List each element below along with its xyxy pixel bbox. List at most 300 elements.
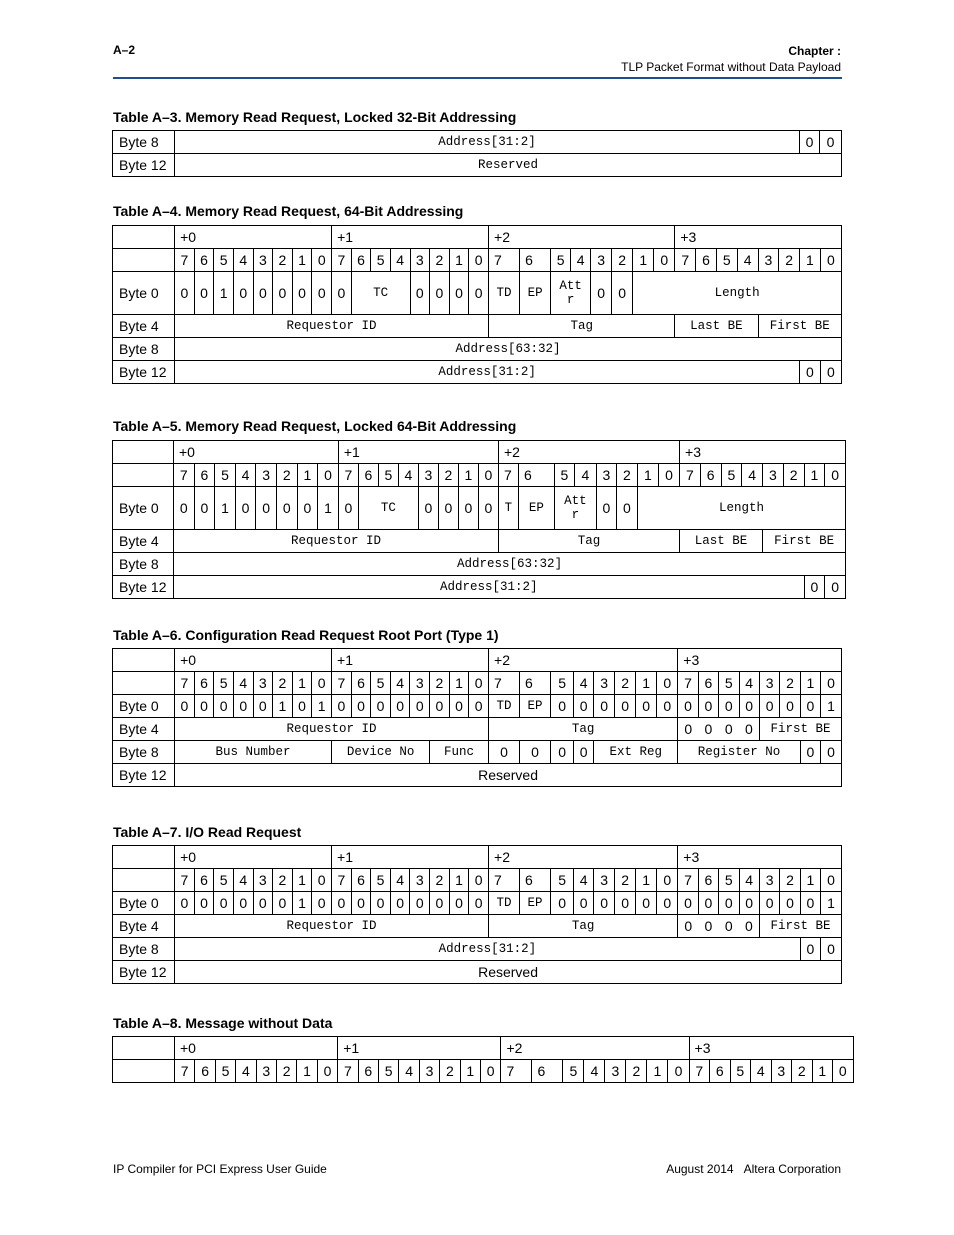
bit-header: 4 — [399, 1060, 419, 1083]
bit-header: 4 — [390, 249, 410, 272]
table-a3-caption: Table A–3. Memory Read Request, Locked 32-Bit Addressing — [113, 109, 517, 125]
bit-cell: 0 — [233, 892, 253, 915]
bit-cell: 0 — [719, 695, 739, 718]
bit-cell: 0 — [332, 272, 352, 315]
bit-header: 1 — [297, 1060, 317, 1083]
bit-header-row — [113, 869, 842, 892]
bit-cell: 0 — [657, 695, 678, 718]
byte-offset-0: +0 — [175, 226, 332, 249]
bit-header: 3 — [594, 869, 615, 892]
bit-header: 2 — [276, 1060, 296, 1083]
bit-header: 7 — [332, 869, 352, 892]
tag-field: Tag — [489, 915, 678, 938]
tag-field: Tag — [489, 315, 675, 338]
bit-header: 0 — [821, 869, 842, 892]
bit-header: 6 — [194, 869, 214, 892]
bit-header: 1 — [812, 1060, 833, 1083]
bit-cell: 0 — [469, 892, 489, 915]
byte-offset-3: +3 — [680, 441, 846, 464]
table-row — [113, 846, 842, 869]
bit-cell: 0 — [551, 695, 574, 718]
bit-header: 6 — [520, 249, 551, 272]
bit-header: 5 — [554, 464, 574, 487]
bit-header: 0 — [821, 672, 842, 695]
bit-header: 2 — [276, 464, 297, 487]
bit-cell: 0 — [574, 741, 594, 764]
bit-header: 6 — [698, 672, 718, 695]
last-be-field: Last BE — [680, 530, 763, 553]
bit-cell: 0 — [430, 695, 450, 718]
bit-header: 6 — [700, 464, 721, 487]
bit-header: 6 — [351, 672, 371, 695]
bit-header: 3 — [410, 869, 430, 892]
bit-cell: 0 — [351, 695, 371, 718]
table-row — [113, 487, 846, 530]
table-row — [113, 649, 842, 672]
bit-cell: 0 — [273, 892, 293, 915]
bit-cell: 0 — [312, 272, 332, 315]
bit-header: 3 — [256, 1060, 276, 1083]
table-a3 — [112, 130, 842, 177]
reserved-field: Reserved — [175, 961, 842, 984]
bit-header: 3 — [605, 1060, 626, 1083]
bit-cell: 0 — [759, 892, 779, 915]
bit-cell: 0 — [719, 915, 739, 938]
bit-cell: 0 — [194, 487, 215, 530]
bit-cell: 0 — [800, 938, 820, 961]
bit-header: 2 — [273, 869, 293, 892]
bit-header: 4 — [742, 464, 763, 487]
bit-header: 7 — [175, 672, 195, 695]
bit-header: 0 — [469, 672, 489, 695]
chapter-label: Chapter : — [788, 44, 841, 58]
bit-header: 1 — [637, 464, 658, 487]
bit-cell: 0 — [678, 695, 698, 718]
footer-company: Altera Corporation — [743, 1162, 841, 1176]
table-a7 — [112, 845, 842, 984]
bit-header: 7 — [678, 869, 698, 892]
bit-header: 5 — [551, 869, 574, 892]
bit-cell: 0 — [616, 487, 637, 530]
row-label: Byte 0 — [113, 695, 175, 718]
bit-header: 7 — [174, 464, 195, 487]
footer-right — [666, 1162, 841, 1176]
bit-header: 1 — [804, 464, 825, 487]
bit-cell: 0 — [615, 892, 636, 915]
bit-header: 3 — [591, 249, 612, 272]
bit-cell: 0 — [253, 695, 273, 718]
bit-header: 2 — [430, 869, 450, 892]
bit-cell: 0 — [636, 892, 657, 915]
bit-header: 4 — [235, 464, 256, 487]
table-row — [113, 961, 842, 984]
bit-cell: 0 — [332, 892, 352, 915]
bit-cell: 0 — [820, 361, 841, 384]
bit-header: 7 — [498, 464, 518, 487]
first-be-field: First BE — [763, 530, 846, 553]
bit-header: 2 — [430, 672, 450, 695]
bit-header: 2 — [626, 1060, 647, 1083]
bit-cell: 0 — [739, 892, 759, 915]
bit-cell: 0 — [800, 695, 820, 718]
bit-header: 5 — [371, 672, 391, 695]
running-header — [621, 43, 841, 75]
bit-cell: 0 — [821, 938, 842, 961]
bit-header: 2 — [780, 672, 800, 695]
table-row — [113, 553, 846, 576]
bit-header: 5 — [719, 672, 739, 695]
bit-header: 4 — [574, 869, 594, 892]
byte-offset-0: +0 — [175, 649, 332, 672]
bit-cell: 1 — [312, 695, 332, 718]
bit-header: 7 — [489, 869, 520, 892]
bit-header: 2 — [273, 672, 293, 695]
byte-offset-0: +0 — [174, 441, 339, 464]
bit-header: 5 — [719, 869, 739, 892]
bit-cell: 1 — [821, 695, 842, 718]
bit-cell: 0 — [574, 892, 594, 915]
byte-offset-3: +3 — [678, 846, 842, 869]
bit-header: 6 — [194, 249, 214, 272]
row-label: Byte 12 — [113, 361, 175, 384]
table-row — [113, 338, 842, 361]
bit-header: 7 — [678, 672, 698, 695]
bit-header: 5 — [551, 672, 574, 695]
attr-label: Attr — [559, 279, 582, 307]
bit-cell: 0 — [174, 487, 195, 530]
bit-header: 5 — [215, 1060, 235, 1083]
bit-cell: 0 — [719, 718, 739, 741]
address-lo-field: Address[31:2] — [174, 576, 805, 599]
row-label: Byte 4 — [113, 530, 174, 553]
bit-cell: 0 — [233, 272, 253, 315]
bit-cell: 0 — [276, 487, 297, 530]
td-field: TD — [489, 272, 520, 315]
bit-cell: 0 — [449, 695, 469, 718]
bit-header: 1 — [633, 249, 654, 272]
bit-header: 7 — [689, 1060, 710, 1083]
bit-header: 6 — [698, 869, 718, 892]
reserved-field: Reserved — [175, 764, 842, 787]
bit-cell: 0 — [800, 361, 821, 384]
bit-header: 2 — [273, 249, 293, 272]
bit-header: 0 — [668, 1060, 689, 1083]
bit-cell: 0 — [800, 741, 820, 764]
bit-cell: 0 — [800, 131, 820, 154]
bit-header: 5 — [379, 1060, 399, 1083]
bit-header: 5 — [378, 464, 398, 487]
byte-offset-2: +2 — [489, 649, 678, 672]
bit-header: 3 — [596, 464, 616, 487]
bit-header-row — [113, 672, 842, 695]
bit-header: 5 — [215, 464, 236, 487]
bit-header: 3 — [253, 672, 273, 695]
bit-header: 6 — [520, 869, 551, 892]
bit-header: 6 — [696, 249, 717, 272]
td-field: TD — [489, 695, 520, 718]
bit-header: 6 — [195, 1060, 215, 1083]
bit-cell: 0 — [612, 272, 633, 315]
bit-header: 1 — [449, 869, 469, 892]
byte-offset-2: +2 — [489, 846, 678, 869]
address-lo-field: Address[31:2] — [175, 361, 800, 384]
bit-header: 6 — [351, 869, 371, 892]
bit-header: 6 — [520, 672, 551, 695]
bit-header: 0 — [654, 249, 675, 272]
bit-header: 7 — [338, 464, 358, 487]
bit-header: 7 — [501, 1060, 532, 1083]
bit-header: 5 — [371, 249, 391, 272]
table-a7-caption: Table A–7. I/O Read Request — [113, 824, 302, 840]
bit-header: 5 — [563, 1060, 584, 1083]
bit-header: 0 — [657, 672, 678, 695]
bit-header: 2 — [615, 672, 636, 695]
bit-cell: 0 — [698, 695, 718, 718]
header-rule — [113, 77, 842, 79]
bit-cell: 0 — [759, 695, 779, 718]
ep-field: EP — [520, 892, 551, 915]
bit-cell: 0 — [253, 272, 273, 315]
last-be-field: Last BE — [675, 315, 758, 338]
bit-header: 0 — [469, 249, 489, 272]
bit-header: 3 — [253, 869, 273, 892]
bit-header: 2 — [779, 249, 800, 272]
row-label: Byte 4 — [113, 718, 175, 741]
bit-header: 2 — [780, 869, 800, 892]
bit-header: 3 — [410, 249, 430, 272]
first-be-field: First BE — [759, 915, 841, 938]
bit-cell: 1 — [214, 272, 234, 315]
bit-cell: 0 — [410, 892, 430, 915]
device-no-field: Device No — [332, 741, 430, 764]
byte-offset-1: +1 — [338, 441, 498, 464]
bit-cell: 0 — [739, 695, 759, 718]
bit-header: 4 — [571, 249, 591, 272]
bit-cell: 0 — [292, 272, 312, 315]
bit-cell: 1 — [292, 892, 312, 915]
bit-header: 0 — [478, 464, 498, 487]
requestor-id-field: Requestor ID — [175, 915, 489, 938]
bit-cell: 0 — [821, 741, 842, 764]
bit-header: 0 — [312, 869, 332, 892]
byte-offset-0: +0 — [175, 846, 332, 869]
bit-header: 7 — [675, 249, 696, 272]
bit-cell: 0 — [698, 892, 718, 915]
bit-cell: 0 — [410, 695, 430, 718]
bit-header: 5 — [551, 249, 571, 272]
bit-header-row — [113, 1060, 854, 1083]
byte-offset-1: +1 — [332, 846, 489, 869]
address-hi-field: Address[63:32] — [175, 338, 842, 361]
bit-header: 6 — [194, 464, 215, 487]
table-row — [113, 576, 846, 599]
row-label: Byte 4 — [113, 915, 175, 938]
footer-date: August 2014 — [666, 1162, 734, 1176]
bit-cell: 0 — [551, 892, 574, 915]
byte-offset-2: +2 — [501, 1037, 689, 1060]
bit-cell: 0 — [194, 695, 214, 718]
bit-cell: 0 — [780, 695, 800, 718]
bit-cell: 0 — [338, 487, 358, 530]
bit-header: 5 — [716, 249, 737, 272]
table-row — [113, 272, 842, 315]
bit-cell: 0 — [698, 718, 718, 741]
attr-field — [551, 272, 591, 315]
address-field: Address[31:2] — [175, 131, 800, 154]
bit-cell: 0 — [469, 695, 489, 718]
first-be-field: First BE — [759, 718, 841, 741]
bit-header: 4 — [233, 869, 253, 892]
bit-header: 5 — [721, 464, 742, 487]
byte-offset-0: +0 — [175, 1037, 338, 1060]
bit-header: 1 — [460, 1060, 480, 1083]
bit-header: 1 — [800, 869, 820, 892]
bit-header: 3 — [763, 464, 784, 487]
bit-header: 5 — [214, 869, 234, 892]
bit-header-row — [113, 249, 842, 272]
first-be-field: First BE — [758, 315, 842, 338]
bit-header: 1 — [647, 1060, 668, 1083]
bit-cell: 0 — [449, 272, 469, 315]
bit-header: 1 — [800, 249, 821, 272]
table-row — [113, 361, 842, 384]
row-label: Byte 0 — [113, 487, 174, 530]
bit-cell: 0 — [825, 576, 846, 599]
bit-header: 4 — [737, 249, 758, 272]
bit-header: 1 — [636, 672, 657, 695]
bit-cell: 0 — [820, 131, 842, 154]
bit-header-row — [113, 464, 846, 487]
bit-header: 3 — [418, 464, 438, 487]
bit-header: 5 — [730, 1060, 751, 1083]
byte-offset-1: +1 — [338, 1037, 501, 1060]
bit-header: 0 — [312, 249, 332, 272]
bit-cell: 0 — [410, 272, 430, 315]
bit-header: 3 — [253, 249, 273, 272]
bit-cell: 0 — [351, 892, 371, 915]
byte-offset-3: +3 — [678, 649, 842, 672]
row-label: Byte 8 — [113, 131, 175, 154]
bit-cell: 0 — [297, 487, 318, 530]
table-row — [113, 530, 846, 553]
bit-cell: 1 — [273, 695, 293, 718]
attr-label: Attr — [564, 494, 587, 522]
bit-header: 4 — [398, 464, 418, 487]
row-label: Byte 12 — [113, 961, 175, 984]
bit-cell: 0 — [489, 741, 520, 764]
bit-cell: 0 — [332, 695, 352, 718]
func-field: Func — [430, 741, 489, 764]
bit-header: 4 — [233, 249, 253, 272]
bit-header: 0 — [833, 1060, 854, 1083]
bit-header: 4 — [236, 1060, 256, 1083]
bit-header: 2 — [612, 249, 633, 272]
bit-header: 7 — [338, 1060, 358, 1083]
bit-header: 2 — [440, 1060, 460, 1083]
bit-header: 5 — [214, 672, 234, 695]
bit-header: 5 — [214, 249, 234, 272]
bit-header: 4 — [584, 1060, 605, 1083]
td-field: TD — [489, 892, 520, 915]
ep-field: EP — [518, 487, 554, 530]
bit-header: 3 — [758, 249, 779, 272]
bit-cell: 0 — [469, 272, 489, 315]
bit-header: 2 — [615, 869, 636, 892]
bit-cell: 0 — [214, 892, 234, 915]
bit-header: 6 — [710, 1060, 731, 1083]
bit-cell: 0 — [594, 892, 615, 915]
attr-field — [554, 487, 596, 530]
bit-header: 4 — [574, 672, 594, 695]
bit-cell: 0 — [273, 272, 293, 315]
bit-cell: 0 — [591, 272, 612, 315]
byte-offset-2: +2 — [498, 441, 679, 464]
requestor-id-field: Requestor ID — [174, 530, 499, 553]
bit-cell: 0 — [430, 892, 450, 915]
bit-cell: 0 — [800, 892, 820, 915]
bit-header: 0 — [318, 464, 339, 487]
bit-cell: 0 — [253, 892, 273, 915]
table-row — [113, 441, 846, 464]
page-number: A–2 — [113, 43, 136, 57]
bit-header: 0 — [657, 869, 678, 892]
bit-header: 1 — [292, 672, 312, 695]
bit-cell: 0 — [678, 718, 698, 741]
address-field: Address[31:2] — [175, 938, 801, 961]
bit-header: 7 — [175, 1060, 195, 1083]
bit-cell: 0 — [312, 892, 332, 915]
bit-cell: 1 — [821, 892, 842, 915]
bit-cell: 0 — [719, 892, 739, 915]
bit-cell: 0 — [418, 487, 438, 530]
bit-header: 1 — [292, 869, 312, 892]
bit-header: 3 — [759, 869, 779, 892]
bit-header: 1 — [297, 464, 318, 487]
byte-offset-2: +2 — [489, 226, 675, 249]
bit-cell: 0 — [371, 892, 391, 915]
ext-reg-field: Ext Reg — [594, 741, 678, 764]
bus-number-field: Bus Number — [175, 741, 332, 764]
row-label: Byte 8 — [113, 938, 175, 961]
bit-header: 2 — [430, 249, 450, 272]
bit-cell: 0 — [194, 892, 214, 915]
footer-guide-title: IP Compiler for PCI Express User Guide — [113, 1162, 327, 1176]
bit-header: 4 — [233, 672, 253, 695]
bit-header: 4 — [751, 1060, 772, 1083]
bit-header: 0 — [480, 1060, 500, 1083]
row-label: Byte 12 — [113, 154, 175, 177]
bit-cell: 0 — [449, 892, 469, 915]
bit-cell: 0 — [698, 915, 718, 938]
bit-header: 1 — [449, 672, 469, 695]
tag-field: Tag — [489, 718, 678, 741]
section-title: TLP Packet Format without Data Payload — [621, 60, 841, 74]
tc-field: TC — [351, 272, 410, 315]
table-row — [113, 938, 842, 961]
bit-header: 2 — [783, 464, 804, 487]
address-hi-field: Address[63:32] — [174, 553, 846, 576]
bit-header: 7 — [175, 249, 195, 272]
bit-cell: 0 — [175, 892, 195, 915]
row-label: Byte 0 — [113, 892, 175, 915]
bit-header: 6 — [351, 249, 371, 272]
bit-cell: 0 — [594, 695, 615, 718]
bit-header: 7 — [489, 672, 520, 695]
table-row — [113, 915, 842, 938]
bit-header: 7 — [332, 249, 352, 272]
bit-header: 3 — [256, 464, 277, 487]
table-row — [113, 315, 842, 338]
